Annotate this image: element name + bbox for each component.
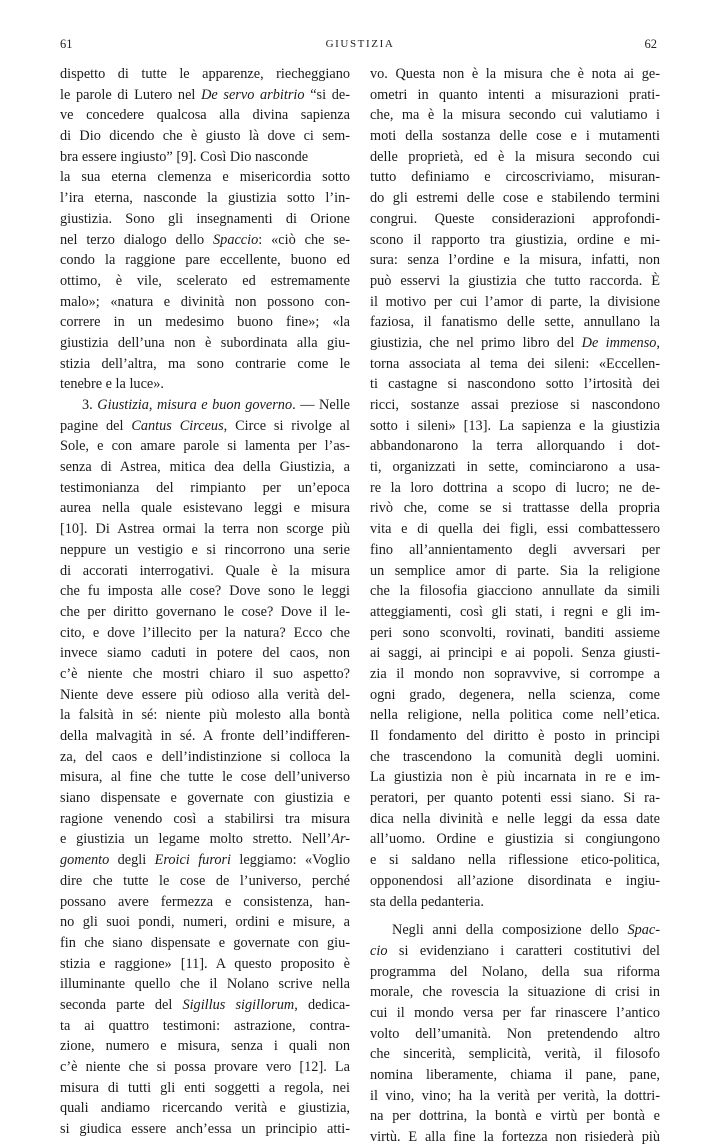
text-line: ometri in quanto intenti a misurazioni prati- [370,86,660,103]
text-line: tutto definiamo e circoscriviamo, misuran- [370,169,660,186]
text-line: nomina liberamente, chiama il pane, pane, [370,1067,660,1083]
text-line: fino all’annientamento degli avversari per [370,541,660,558]
text-line: che per diritto governano le cose? Dove il le- [60,603,350,620]
text-line: invece siamo caduti in potere del caos, non [60,645,350,662]
text-line: ti, organizzati in sette, cominciarono a usa- [370,459,660,476]
text-line: il vino, vino; ha la verità per verità, la dottri- [370,1087,660,1104]
text-line: giustizia, che nel primo libro del De immenso, [370,334,660,351]
text-line: un semplice amor di parte. Sia la religione [370,562,660,579]
right-text-column [370,64,660,1148]
text-line: la falsità in sé: niente più molesto alla bontà [60,707,350,724]
text-line: c’è niente che si possa provare vero [12]. La [60,1059,350,1075]
text-line: dica nella divinità e nelle leggi da essa date [370,810,660,827]
text-line: le parole di Lutero nel De servo arbitrio “si de- [60,86,350,103]
text-line: misura, al fine che tutte le cose dell’universo [60,769,350,786]
text-line: [10]. Di Astrea ormai la terra non scorge più [60,521,350,538]
text-line: do gli estremi delle cose e stabilendo termini [370,190,660,207]
text-line: peri sono sconvolti, rovinati, banditi assieme [370,624,660,641]
text-line: di accorati interrogativi. Quale è la misura [60,562,350,579]
text-line: peratori, per quanto potenti essi siano. Si ra- [370,790,660,807]
text-line: aurea nella quale esistevano leggi e misura [60,500,350,517]
text-line: che sincerità, semplicità, verità, il filosofo [370,1046,660,1063]
text-line: Sole, e con amare parole si lamenta per l’as- [60,438,350,455]
text-line: Negli anni della composizione dello Spac- [392,922,660,939]
left-page-number: 61 [60,37,73,51]
text-line: neppure un vestigio e si rincorrono una serie [60,541,350,558]
text-line: za, del caos e dell’indistinzione si colloca la [60,748,350,765]
text-line: moti della sostanza delle cose e i mutamenti [370,128,660,145]
text-line: sta della pedanteria. [370,893,484,910]
text-line: virtù. E alla fine la fortezza non risiederà più [370,1129,660,1146]
text-line: na per dottrina, la bontà e virtù per bontà e [370,1108,660,1125]
text-line: bra essere ingiusto” [9]. Così Dio nasconde [60,148,309,165]
text-line: ragione venendo così a stabilirsi tra misura [60,810,350,827]
text-line: La giustizia non è più incarnata in re e im- [370,769,660,786]
text-line: no gli suoi pondi, numeri, ordini e misure, a [60,914,350,931]
text-line: pagine del Cantus Circeus, Circe si rivolge al [60,417,350,434]
text-line: atteggiamenti, così gli stati, i regni e gli im- [370,603,660,620]
text-line: congrui. Queste considerazioni approfondi- [370,210,660,227]
text-line: della malvagità in sé. A fronte dell’indifferen- [60,728,350,744]
text-line: Il fondamento del diritto è posto in principi [370,728,660,744]
text-line: possano avere fermezza e consistenza, han- [60,893,350,910]
text-line: ve concedere qualcosa alla divina sapienza [60,107,350,124]
text-line: ogni grado, degenera, nella scienza, come [370,686,660,703]
text-line: cui il mondo versa per far rinascere l’antico [370,1004,660,1021]
text-line: nel terzo dialogo dello Spaccio: «ciò che se- [60,231,350,248]
left-text-column [60,64,350,1140]
text-line: all’uomo. Ordine e giustizia si congiungono [370,831,660,848]
text-line: correre in un medesimo buono fine»; «la [60,314,350,331]
text-line: faziosa, il fanatismo delle sette, annullano la [370,314,660,331]
text-line: programma del Nolano, della sua riforma [370,963,660,980]
text-line: stizia e raggione» [11]. A questo proposito è [60,955,350,972]
text-line: può esservi la giustizia che tutto raccorda. È [370,272,660,289]
text-line: cito, e dove l’illecito per la natura? Ecco che [60,624,350,641]
text-line: giustizia. Sono gli insegnamenti di Orione [60,210,350,227]
text-line: vo. Questa non è la misura che è nota ai ge- [370,66,660,82]
text-line: ta ai quattro testimoni: astrazione, contra- [60,1017,350,1034]
text-line: misura di tutti gli enti soggetti a regola, nei [60,1079,350,1096]
text-line: condo la raggione pare eccellente, buono ed [60,252,350,269]
right-page-number: 62 [644,37,657,51]
text-line: illuminante quello che il Nolano scrive nella [60,976,350,993]
text-line: zione, numero e misura, senza i quali non [60,1038,350,1055]
text-line: opponendosi all’azione disordinata e ingiu- [370,872,660,889]
text-line: dispetto di tutte le apparenze, riecheggiano [60,66,350,82]
text-line: ti castagne si nascondono sotto l’irtosità dei [370,376,660,393]
text-line: seconda parte del Sigillus sigillorum, dedica- [60,996,351,1013]
running-title: GIUSTIZIA [325,38,395,50]
text-line: che trascendono la comunità degli uomini. [370,748,660,765]
text-line: Niente deve essere più odioso alla verità del- [60,686,350,703]
text-line: morale, che rovescia la situazione di crisi in [370,984,660,1001]
text-line: senza di Astrea, mitica dea della Giustizia, a [60,459,350,476]
paragraph-gap [370,912,660,920]
text-line: dire che tutte le cose de l’universo, perché [60,872,350,889]
text-line: sotto i sileni» [13]. La sapienza e la giustizia [370,417,660,434]
text-line: torna associata al tema dei sileni: «Eccellen- [370,355,660,372]
text-line: malo»; «natura e divinità non possono con- [60,293,350,310]
text-line: scono il rapporto tra giustizia, ordine e mi- [370,231,660,248]
text-line: che, ma è la misura secondo cui valutiamo i [370,107,660,124]
text-line: che la filosofia giacciono annullate da simili [370,583,660,600]
text-line: che fu imposta alle cose? Dove sono le leggi [60,583,350,600]
text-line: gomento degli Eroici furori leggiamo: «Voglio [60,852,351,869]
text-line: la sua eterna clemenza e misericordia sotto [60,169,350,186]
text-line: ricci, sostanze assai preziose si nascondono [370,397,660,413]
text-line: quali andiamo ricercando verità e giustizia, [60,1100,350,1117]
text-line: rivò che, come se si trattasse della propria [370,500,660,517]
text-line: nella religione, nella politica come nell’etica. [370,707,660,724]
text-line: di Dio dicendo che è giusto là dove ci sem- [60,128,350,145]
text-line: stizia dell’altra, ma sono contrarie come le [60,355,350,372]
text-line: vita e di quella dei figli, essi combattessero [370,521,660,538]
text-line: re la loro dottrina a scopo di lucro; ne de- [370,479,660,496]
text-line: si giudica essere anch’essa un principio atti- [60,1121,350,1138]
text-line: ottimo, è vile, scelerato ed estremamente [60,272,350,289]
text-line: fin che siano dispensate e governate con giu- [60,934,350,951]
text-line: testimonianza del rimpianto per un’epoca [60,479,350,496]
text-line: il motivo per cui l’amor di parte, la divisione [370,293,660,310]
text-line: abbandonarono la terra allorquando i dot- [370,438,660,455]
text-line: tenebre e la luce». [60,376,164,393]
text-line: volto dell’umanità. Non pretendendo altro [370,1025,660,1042]
text-line: cio si evidenziano i caratteri costitutivi del [370,942,660,959]
text-line: siano dispensate e governate con giustizia e [60,790,350,807]
text-line: 3. Giustizia, misura e buon governo. — Nelle [82,397,350,413]
text-line: l’ira eterna, nasconde la giustizia sotto l’in- [60,190,350,207]
text-line: delle proprietà, ed è la misura secondo cui [370,148,660,165]
text-line: c’è niente che mostri chiaro il suo aspetto? [60,665,350,682]
text-line: e si saldano nella riflessione etico-politica, [370,852,660,869]
text-line: giustizia dell’una non è subordinata alla giu- [60,334,350,351]
text-line: sura: senza l’ordine e la misura, infatti, non [370,252,660,269]
text-line: ai saggi, ai principi e ai popoli. Senza giusti- [370,645,660,662]
text-line: e giustizia un legame molto stretto. Nell’Ar- [60,831,350,848]
text-line: zia il mondo non sopravvive, si corrompe a [370,665,660,682]
running-header [0,37,720,53]
